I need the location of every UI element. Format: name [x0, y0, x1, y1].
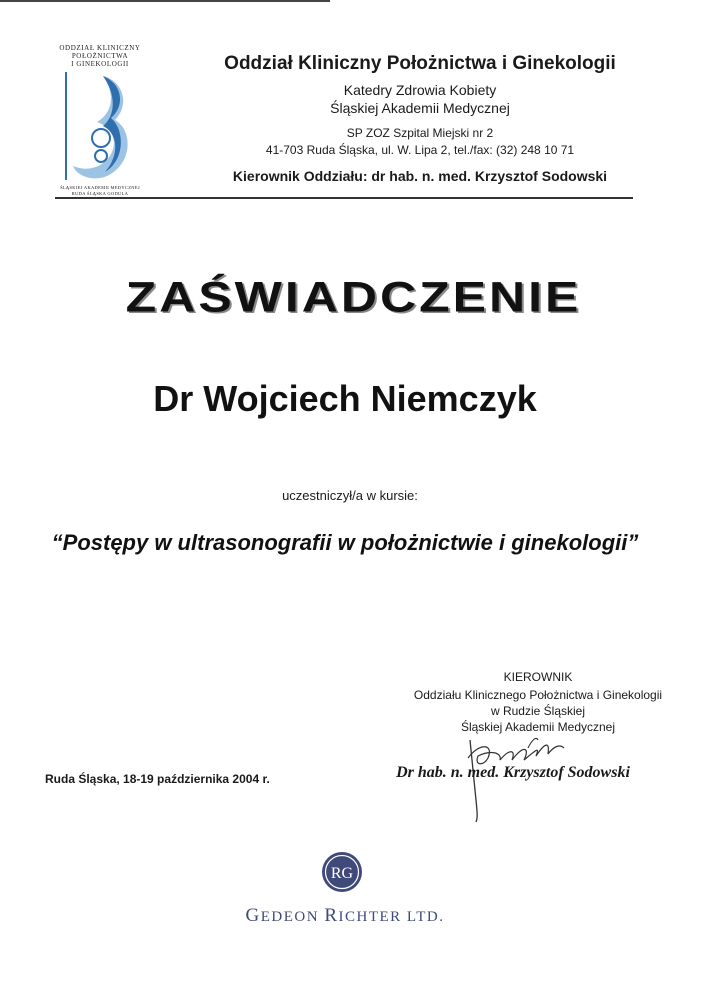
scan-edge-line [0, 0, 330, 2]
department-name: Oddział Kliniczny Położnictwa i Ginekologii [224, 53, 616, 74]
svg-text:RG: RG [330, 865, 354, 882]
signatory-unit: Oddziału Klinicznego Położnictwa i Ginekologii [413, 688, 663, 702]
address-line: 41-703 Ruda Śląska, ul. W. Lipa 2, tel./fax: (32) 248 10 71 [265, 143, 575, 157]
sponsor-name: GEDEON RICHTER LTD. [245, 905, 445, 926]
department-logo [55, 44, 145, 194]
participation-text: uczestniczył/a w kursie: [282, 488, 418, 503]
logo-title-line: POŁOŻNICTWA [71, 52, 129, 60]
gedeon-richter-logo-icon [321, 851, 363, 893]
chair-name: Katedry Zdrowia Kobiety [343, 82, 497, 98]
signatory-name: Dr hab. n. med. Krzysztof Sodowski [396, 764, 630, 781]
place-and-date: Ruda Śląska, 18-19 października 2004 r. [45, 772, 270, 786]
recipient-name: Dr Wojciech Niemczyk [153, 378, 537, 419]
course-title: “Postępy w ultrasonografii w położnictwie i ginekologii” [51, 530, 639, 555]
head-of-department: Kierownik Oddziału: dr hab. n. med. Krzysztof Sodowski [232, 168, 608, 184]
signatory-city: w Rudzie Śląskiej [490, 704, 586, 718]
signatory-academy: Śląskiej Akademii Medycznej [460, 720, 616, 734]
mother-child-icon [63, 72, 137, 184]
logo-title-line: ODDZIAŁ KLINICZNY [59, 44, 141, 52]
logo-title-line: I GINEKOLOGII [71, 60, 129, 68]
logo-title [55, 44, 145, 68]
logo-subtitle: ŚLĄSKIEJ AKADEMII MEDYCZNEJ RUDA ŚLĄSKA GODULA [60, 185, 140, 196]
hospital-name: SP ZOZ Szpital Miejski nr 2 [346, 126, 494, 140]
certificate-title: ZAŚWIADCZENIE [125, 273, 582, 321]
header-divider [55, 197, 633, 199]
signatory-role: KIEROWNIK [503, 670, 573, 684]
academy-name: Śląskiej Akademii Medycznej [330, 100, 510, 116]
